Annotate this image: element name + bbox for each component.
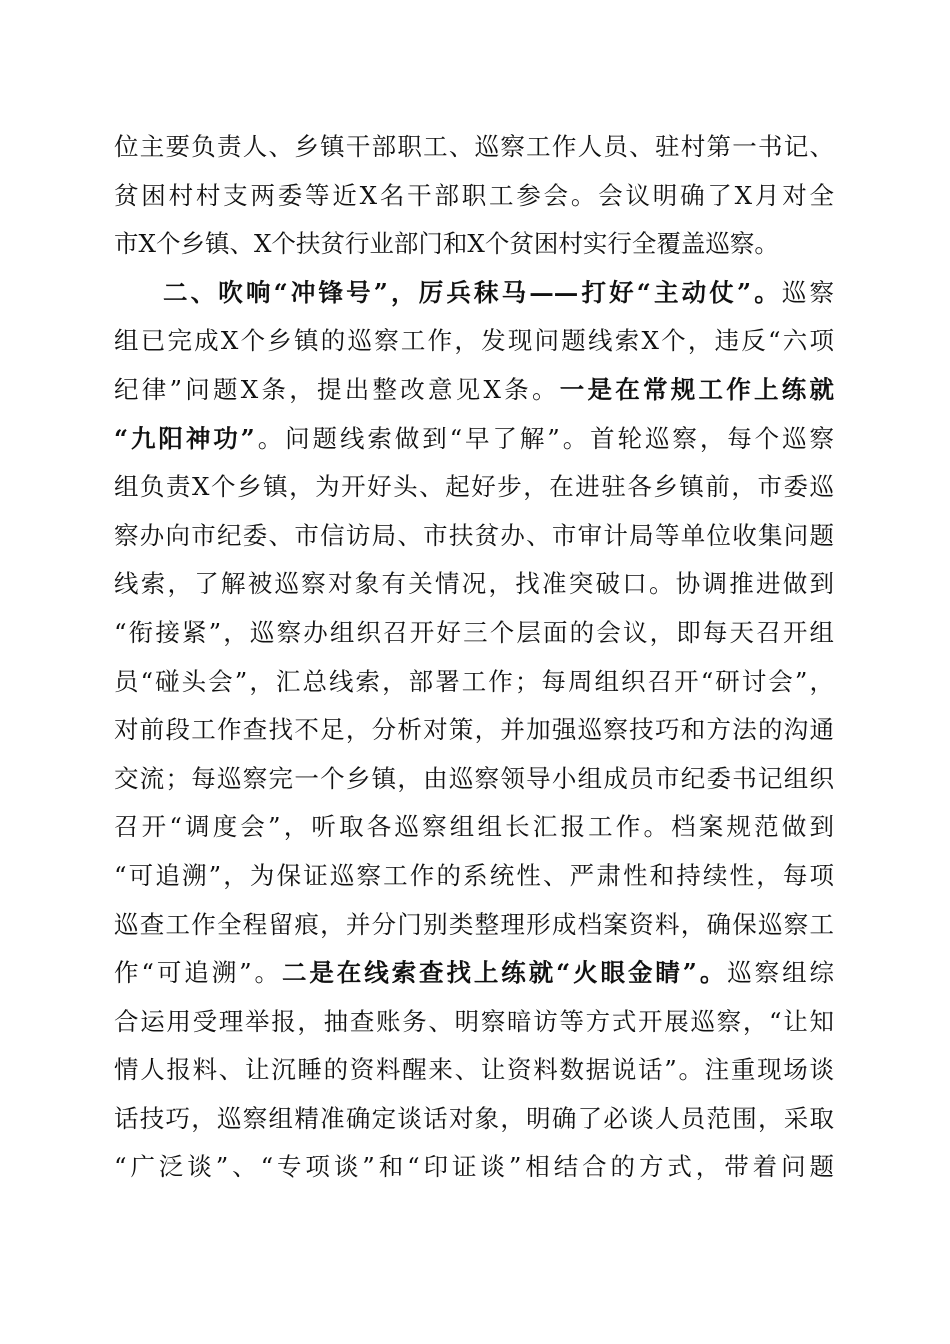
text-line xyxy=(114,852,834,901)
bold-text-segment: “九阳神功” xyxy=(114,423,255,453)
text-segment: 巡察 xyxy=(781,277,834,307)
text-line xyxy=(114,901,834,950)
text-segment: 市X个乡镇、X个扶贫行业部门和X个贫困村实行全覆盖巡察。 xyxy=(114,229,779,259)
document-body xyxy=(114,123,834,1192)
text-line xyxy=(114,755,834,804)
text-segment: 察办向市纪委、市信访局、市扶贫办、市审计局等单位收集问题 xyxy=(114,520,834,550)
text-line xyxy=(114,220,834,269)
text-segment: 员“碰头会”，汇总线索，部署工作；每周组织召开“研讨会”， xyxy=(114,666,834,696)
text-line xyxy=(114,172,834,221)
text-segment: 组负责X个乡镇，为开好头、起好步，在进驻各乡镇前，市委巡 xyxy=(114,472,834,502)
bold-text-segment: 二、吹响“冲锋号”，厉兵秣马——打好“主动仗”。 xyxy=(163,277,782,307)
text-segment: 话技巧，巡察组精准确定谈话对象，明确了必谈人员范围，采取 xyxy=(114,1103,834,1133)
text-line xyxy=(114,317,834,366)
bold-text-segment: 二是在线索查找上练就“火眼金睛”。 xyxy=(281,958,728,988)
text-segment: 交流；每巡察完一个乡镇，由巡察领导小组成员市纪委书记组织 xyxy=(114,763,834,793)
bold-text-segment: 一是在常规工作上练就 xyxy=(559,374,834,404)
text-segment: 线索，了解被巡察对象有关情况，找准突破口。协调推进做到 xyxy=(114,569,834,599)
text-segment: “可追溯”，为保证巡察工作的系统性、严肃性和持续性，每项 xyxy=(114,860,834,890)
text-segment: 召开“调度会”，听取各巡察组组长汇报工作。档案规范做到 xyxy=(114,812,834,842)
text-segment: “衔接紧”，巡察办组织召开好三个层面的会议，即每天召开组 xyxy=(114,617,834,647)
text-line xyxy=(114,366,834,415)
text-segment: 对前段工作查找不足，分析对策，并加强巡察技巧和方法的沟通 xyxy=(114,715,834,745)
text-segment: 巡查工作全程留痕，并分门别类整理形成档案资料，确保巡察工 xyxy=(114,909,834,939)
text-line xyxy=(114,658,834,707)
text-line xyxy=(114,706,834,755)
text-segment: 纪律”问题X条，提出整改意见X条。 xyxy=(114,374,560,404)
text-line xyxy=(114,609,834,658)
text-segment: 巡察组综 xyxy=(727,958,834,988)
text-line xyxy=(114,998,834,1047)
text-segment: 组已完成X个乡镇的巡察工作，发现问题线索X个，违反“六项 xyxy=(114,326,835,356)
text-segment: 贫困村村支两委等近X名干部职工参会。会议明确了X月对全 xyxy=(114,180,834,210)
text-segment: 情人报料、让沉睡的资料醒来、让资料数据说话”。注重现场谈 xyxy=(114,1055,834,1085)
text-line xyxy=(114,1046,834,1095)
text-line xyxy=(114,1095,834,1144)
text-segment: “广泛谈”、“专项谈”和“印证谈”相结合的方式，带着问题 xyxy=(114,1152,834,1182)
text-line xyxy=(114,949,834,998)
text-line xyxy=(114,269,834,318)
text-segment: 作“可追溯”。 xyxy=(114,958,282,988)
text-segment: 。问题线索做到“早了解”。首轮巡察，每个巡察 xyxy=(254,423,834,453)
text-line xyxy=(114,415,834,464)
text-segment: 位主要负责人、乡镇干部职工、巡察工作人员、驻村第一书记、 xyxy=(114,132,834,161)
text-line xyxy=(114,123,834,172)
text-line xyxy=(114,803,834,852)
text-line xyxy=(114,512,834,561)
text-segment: 合运用受理举报，抽查账务、明察暗访等方式开展巡察，“让知 xyxy=(114,1006,834,1036)
text-line xyxy=(114,560,834,609)
text-line xyxy=(114,1143,834,1192)
text-line xyxy=(114,463,834,512)
